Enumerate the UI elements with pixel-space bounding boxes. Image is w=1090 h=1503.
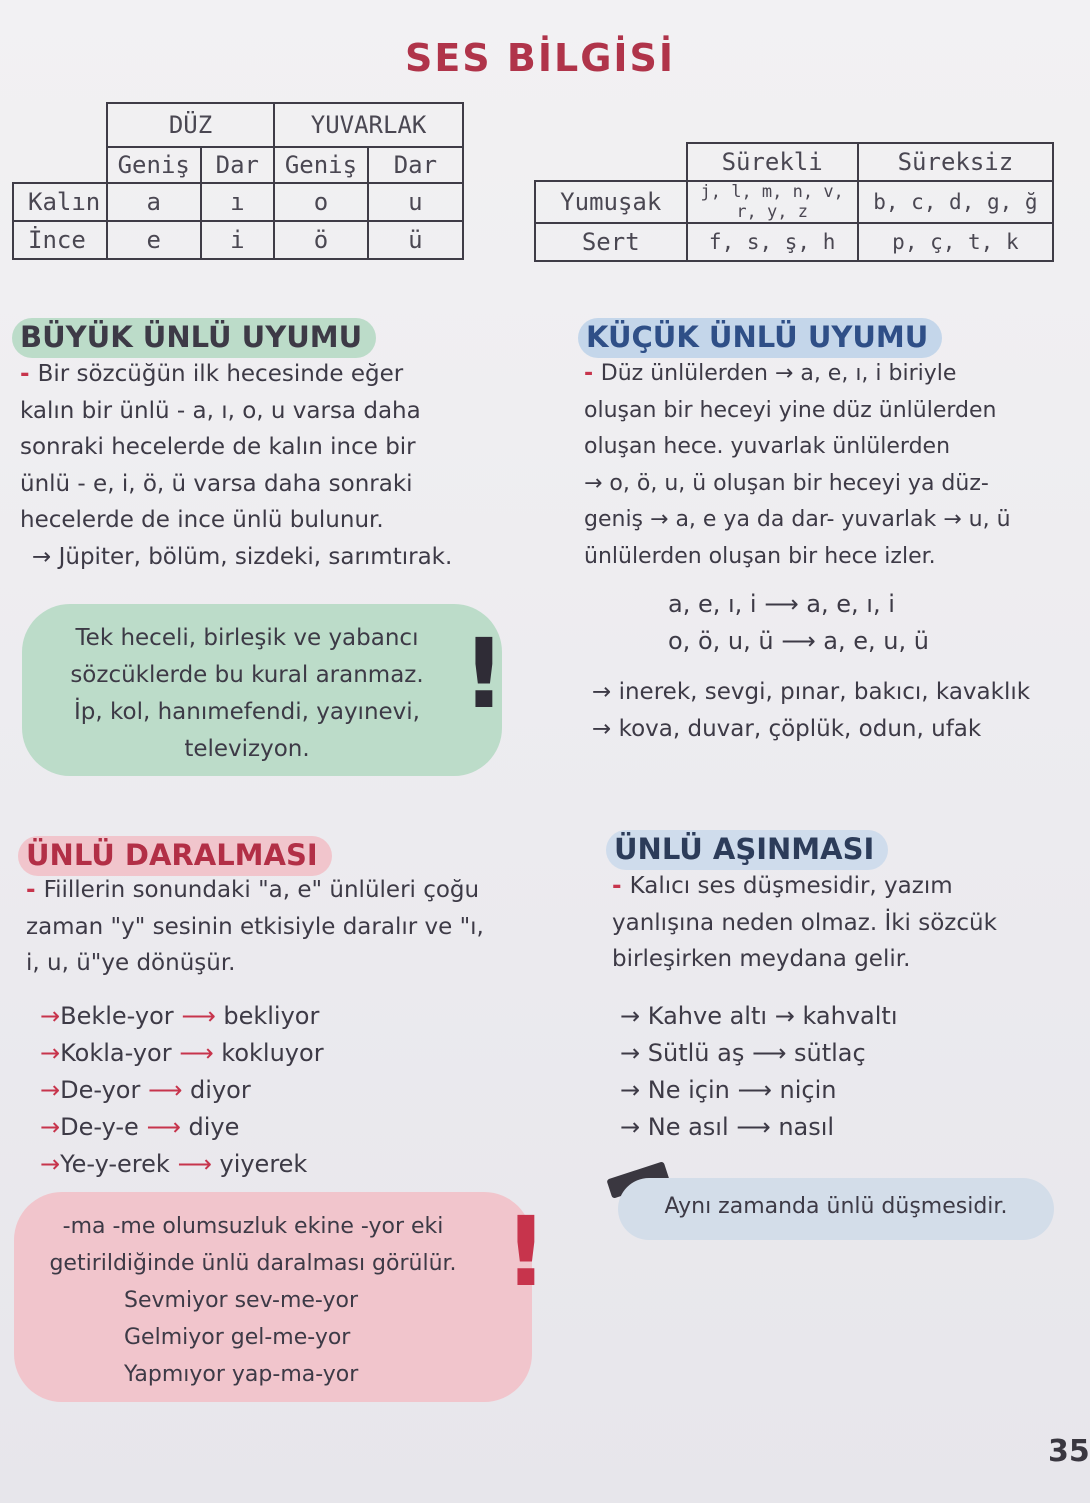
arrow-icon: → [40, 1002, 61, 1030]
note-line: Yapmıyor yap-ma-yor [124, 1362, 359, 1387]
rule-row: a, e, ı, i ⟶ a, e, ı, i [668, 590, 895, 618]
bullet: - [584, 361, 601, 386]
arrow-icon: → [620, 1002, 648, 1030]
example-row: → Ne asıl ⟶ nasıl [620, 1113, 835, 1141]
table-cell: ö [274, 221, 368, 259]
table-cell: b, c, d, g, ğ [858, 181, 1053, 223]
arrow-icon: → [40, 1076, 61, 1104]
arrow-icon: → [40, 1039, 61, 1067]
buyuk-text [20, 356, 540, 575]
section-unlu-asinmasi [606, 830, 888, 870]
page-title: SES BİLGİSİ [404, 36, 676, 80]
asinma-note: Aynı zamanda ünlü düşmesidir. [618, 1178, 1054, 1240]
section-kucuk-unlu-uyumu [578, 318, 942, 358]
table-cell: u [368, 183, 463, 221]
exclamation-icon: ! [462, 618, 506, 730]
text-line: ünlü - e, i, ö, ü varsa daha sonraki [20, 470, 413, 497]
daralma-note [14, 1192, 532, 1402]
text-line: sonraki hecelerde de kalın ince bir [20, 434, 416, 460]
header-yuvarlak: YUVARLAK [274, 103, 463, 147]
rule-row: o, ö, u, ü ⟶ a, e, u, ü [668, 627, 929, 655]
text-line: hecelerde de ince ünlü bulunur. [20, 507, 384, 533]
table-cell: ü [368, 221, 463, 259]
arrow-icon: → [592, 679, 619, 705]
kucuk-text [584, 356, 1074, 575]
example-line: inerek, sevgi, pınar, bakıcı, kavaklık [618, 679, 1031, 705]
kucuk-examples [592, 674, 1030, 748]
header-genis: Geniş [274, 147, 368, 183]
arrow-icon: ⟶ [751, 1039, 787, 1067]
arrow-icon: → [40, 1113, 61, 1141]
text-line: birleşirken meydana gelir. [612, 946, 911, 972]
header-sureksiz: Süreksiz [858, 143, 1053, 181]
table-cell: e [107, 221, 201, 259]
header-surekli: Sürekli [687, 143, 858, 181]
arrow-icon: ⟶ [179, 1039, 214, 1067]
kucuk-rules [668, 586, 929, 660]
note-line: Tek heceli, birleşik ve yabancı [75, 625, 419, 651]
example-row: →De-y-e ⟶ diye [40, 1113, 240, 1141]
arrow-icon: ⟶ [736, 1113, 771, 1141]
daralma-examples [40, 998, 324, 1183]
header-genis: Geniş [107, 147, 201, 183]
text-line: oluşan bir heceyi yine düz ünlülerden [584, 397, 997, 423]
row-label: Kalın [13, 183, 107, 221]
text-line: i, u, ü"ye dönüşür. [26, 950, 236, 976]
bullet: - [26, 877, 44, 903]
arrow-icon: → [774, 1002, 795, 1030]
text-line: Kalıcı ses düşmesidir, yazım [629, 873, 953, 899]
arrow-icon: ⟶ [181, 1002, 216, 1030]
example-line: kova, duvar, çöplük, odun, ufak [618, 716, 982, 742]
section-unlu-daralmasi [18, 836, 332, 876]
example-row: →Kokla-yor ⟶ kokluyor [40, 1039, 324, 1067]
text-line: oluşan hece. yuvarlak ünlülerden [584, 434, 951, 459]
bullet: - [20, 361, 38, 387]
arrow-icon: → [40, 1150, 61, 1178]
table-cell: j, l, m, n, v, r, y, z [687, 181, 858, 223]
arrow-icon: ⟶ [737, 1076, 772, 1104]
row-label: İnce [13, 221, 107, 259]
text-line: Düz ünlülerden → a, e, ı, i biriyle [600, 361, 957, 386]
section-heading: ÜNLÜ DARALMASI [18, 836, 332, 876]
note-line: televizyon. [184, 736, 310, 762]
buyuk-note [22, 604, 502, 776]
daralma-text [26, 872, 546, 982]
section-heading: BÜYÜK ÜNLÜ UYUMU [12, 318, 376, 358]
consonant-table [534, 142, 1054, 262]
text-line: zaman "y" sesinin etkisiyle daralır ve "ı, [26, 913, 484, 940]
arrow-icon: ⟶ [781, 627, 816, 655]
table-cell: f, s, ş, h [687, 223, 858, 261]
text-line: Fiillerin sonundaki "a, e" ünlüleri çoğu [43, 877, 480, 903]
text-line: → o, ö, u, ü oluşan bir heceyi ya düz- [584, 470, 989, 496]
table-cell: ı [201, 183, 275, 221]
note-line: -ma -me olumsuzluk ekine -yor eki [62, 1214, 444, 1239]
exclamation-icon: ! [504, 1196, 548, 1308]
example-row: → Sütlü aş ⟶ sütlaç [620, 1039, 866, 1067]
row-label: Yumuşak [535, 181, 687, 223]
header-dar: Dar [368, 147, 463, 183]
vowel-table [12, 102, 464, 260]
arrow-icon: ⟶ [146, 1113, 181, 1141]
example-row: → Kahve altı → kahvaltı [620, 1002, 898, 1030]
row-label: Sert [535, 223, 687, 261]
table-cell: a [107, 183, 201, 221]
arrow-icon: ⟶ [148, 1076, 183, 1104]
arrow-icon: → [592, 716, 619, 742]
bullet: - [612, 873, 630, 899]
text-line: ünlülerden oluşan bir hece izler. [584, 543, 936, 569]
note-line: İp, kol, hanımefendi, yayınevi, [74, 699, 420, 725]
table-cell: p, ç, t, k [858, 223, 1053, 261]
arrow-icon: → [620, 1039, 648, 1067]
arrow-icon: → [620, 1113, 648, 1141]
asinma-examples [620, 998, 898, 1146]
example-row: →De-yor ⟶ diyor [40, 1076, 251, 1104]
example-row: →Bekle-yor ⟶ bekliyor [40, 1002, 320, 1030]
example-row: →Ye-y-erek ⟶ yiyerek [40, 1150, 308, 1178]
header-dar: Dar [201, 147, 275, 183]
arrow-icon: → [620, 1076, 648, 1104]
section-buyuk-unlu-uyumu [12, 318, 376, 358]
section-heading: ÜNLÜ AŞINMASI [606, 830, 888, 870]
header-duz: DÜZ [107, 103, 274, 147]
text-line: Bir sözcüğün ilk hecesinde eğer [37, 361, 404, 387]
note-line: Gelmiyor gel-me-yor [124, 1325, 351, 1350]
note-line: sözcüklerde bu kural aranmaz. [70, 662, 424, 688]
example-line: Jüpiter, bölüm, sizdeki, sarımtırak. [58, 543, 453, 570]
note-line: Sevmiyor sev-me-yor [124, 1288, 358, 1313]
asinma-text [612, 868, 1062, 978]
table-cell: i [201, 221, 275, 259]
example-row: → Ne için ⟶ niçin [620, 1076, 837, 1104]
text-line: geniş → a, e ya da dar- yuvarlak → u, ü [584, 507, 1011, 532]
page-number: 35 [1048, 1434, 1090, 1469]
arrow-icon: ⟶ [177, 1150, 212, 1178]
note-line: getirildiğinde ünlü daralması görülür. [49, 1251, 457, 1276]
text-line: yanlışına neden olmaz. İki sözcük [612, 909, 997, 936]
section-heading: KÜÇÜK ÜNLÜ UYUMU [578, 318, 942, 358]
table-cell: o [274, 183, 368, 221]
arrow-icon: → [32, 543, 59, 570]
text-line: kalın bir ünlü - a, ı, o, u varsa daha [20, 397, 421, 424]
arrow-icon: ⟶ [764, 590, 799, 618]
